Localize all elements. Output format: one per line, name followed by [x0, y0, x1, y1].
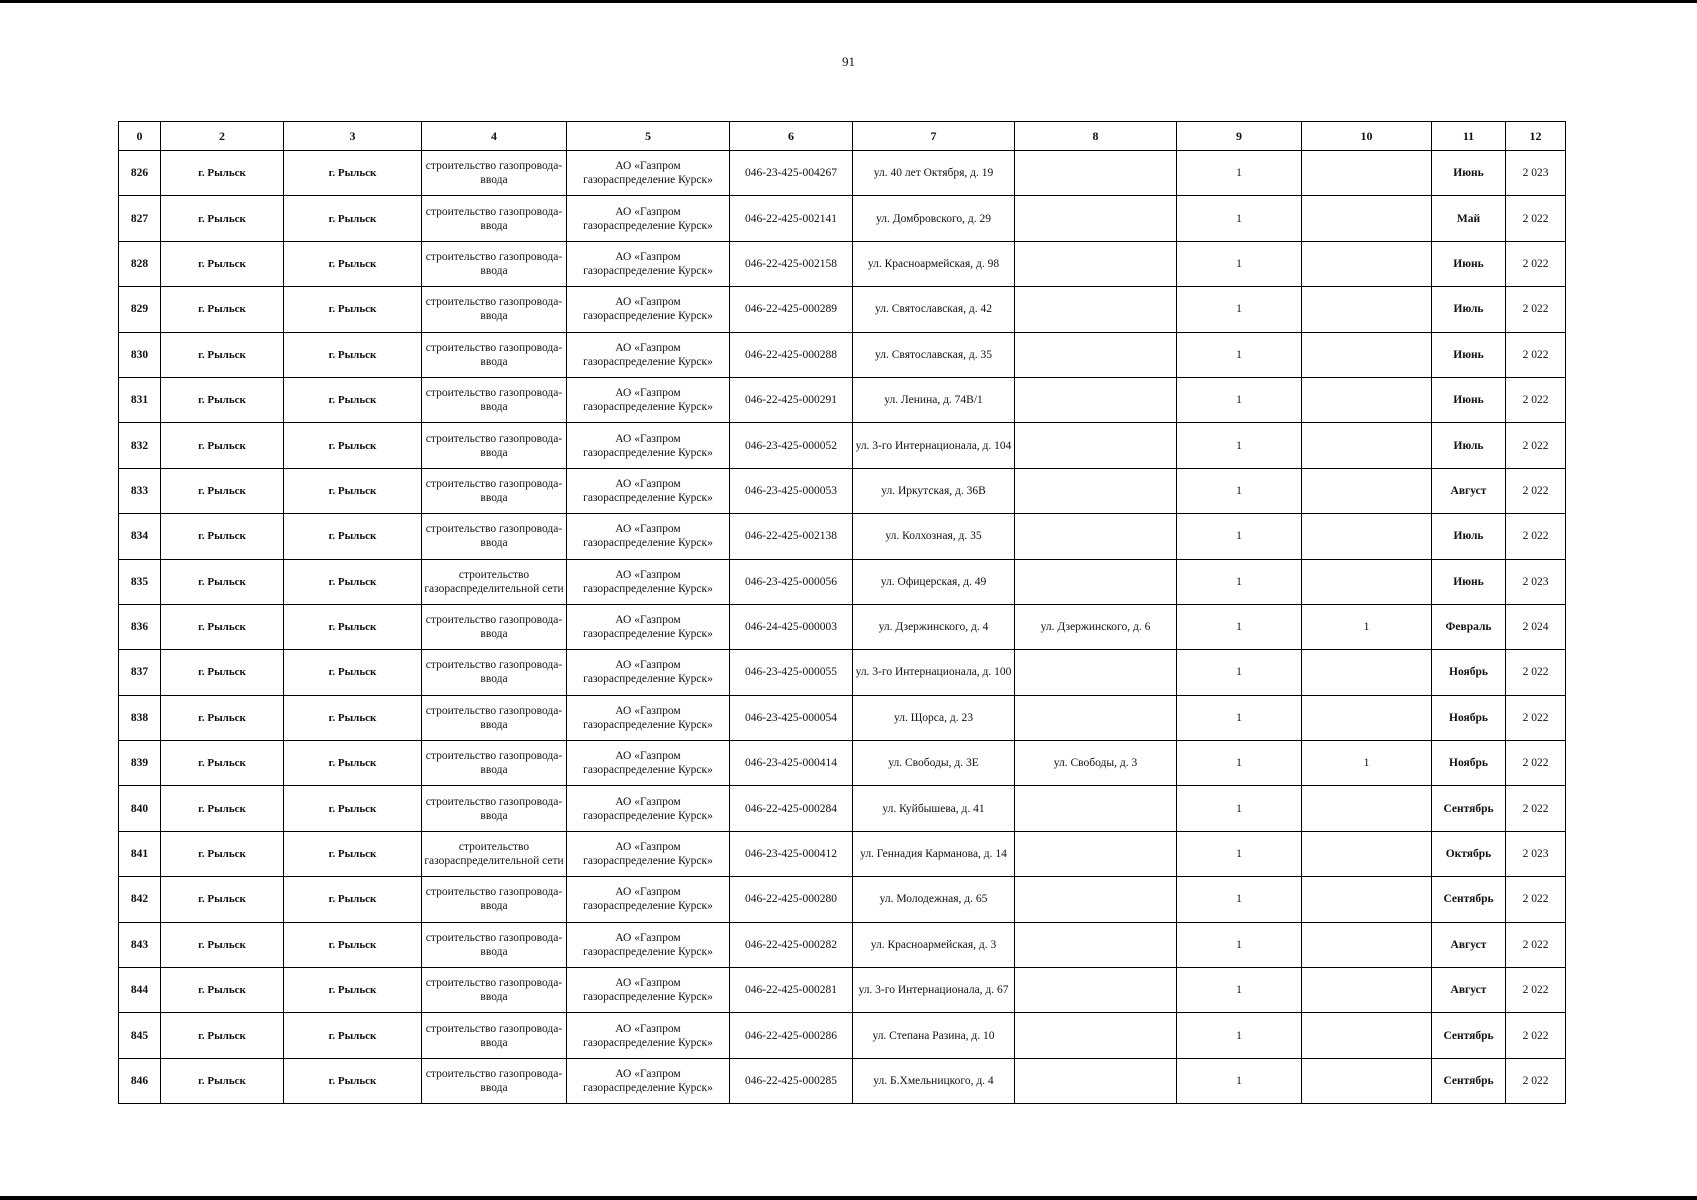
year-cell: 2 022	[1506, 468, 1566, 513]
table-row	[119, 514, 1566, 559]
row-number: 846	[119, 1058, 161, 1103]
row-number: 835	[119, 559, 161, 604]
work-type-cell: строительство газопровода-ввода	[422, 877, 567, 922]
year-cell: 2 022	[1506, 423, 1566, 468]
table-header	[119, 122, 1566, 151]
header-cell: 12	[1506, 122, 1566, 151]
additional-address-cell	[1015, 695, 1177, 740]
table-row	[119, 604, 1566, 649]
year-cell: 2 022	[1506, 377, 1566, 422]
work-type-cell: строительство газопровода-ввода	[422, 650, 567, 695]
page-number: 91	[842, 54, 855, 69]
additional-address-cell	[1015, 377, 1177, 422]
table-row	[119, 831, 1566, 876]
year-cell: 2 023	[1506, 559, 1566, 604]
organization-cell: АО «Газпром газораспределение Курск»	[567, 514, 730, 559]
year-cell: 2 022	[1506, 332, 1566, 377]
municipality-cell: г. Рыльск	[161, 650, 284, 695]
year-cell: 2 023	[1506, 831, 1566, 876]
application-number-cell: 046-22-425-000289	[730, 287, 853, 332]
additional-count-cell	[1302, 1013, 1432, 1058]
count-cell: 1	[1177, 695, 1302, 740]
application-number-cell: 046-23-425-000412	[730, 831, 853, 876]
settlement-cell: г. Рыльск	[284, 741, 422, 786]
count-cell: 1	[1177, 196, 1302, 241]
additional-address-cell	[1015, 1013, 1177, 1058]
organization-cell: АО «Газпром газораспределение Курск»	[567, 741, 730, 786]
row-number: 827	[119, 196, 161, 241]
municipality-cell: г. Рыльск	[161, 968, 284, 1013]
table-row	[119, 332, 1566, 377]
additional-address-cell	[1015, 196, 1177, 241]
municipality-cell: г. Рыльск	[161, 1013, 284, 1058]
work-type-cell: строительство газопровода-ввода	[422, 287, 567, 332]
address-cell: ул. Красноармейская, д. 98	[853, 241, 1015, 286]
municipality-cell: г. Рыльск	[161, 377, 284, 422]
settlement-cell: г. Рыльск	[284, 695, 422, 740]
application-number-cell: 046-23-425-000056	[730, 559, 853, 604]
scan-top-border	[0, 0, 1697, 3]
municipality-cell: г. Рыльск	[161, 695, 284, 740]
row-number: 840	[119, 786, 161, 831]
count-cell: 1	[1177, 831, 1302, 876]
work-type-cell: строительство газопровода-ввода	[422, 1058, 567, 1103]
month-cell: Июль	[1432, 423, 1506, 468]
settlement-cell: г. Рыльск	[284, 514, 422, 559]
additional-address-cell	[1015, 559, 1177, 604]
year-cell: 2 022	[1506, 241, 1566, 286]
additional-address-cell: ул. Свободы, д. 3	[1015, 741, 1177, 786]
application-number-cell: 046-22-425-000281	[730, 968, 853, 1013]
additional-count-cell: 1	[1302, 741, 1432, 786]
additional-count-cell	[1302, 377, 1432, 422]
additional-address-cell	[1015, 241, 1177, 286]
month-cell: Июль	[1432, 514, 1506, 559]
additional-count-cell	[1302, 332, 1432, 377]
organization-cell: АО «Газпром газораспределение Курск»	[567, 332, 730, 377]
settlement-cell: г. Рыльск	[284, 151, 422, 196]
additional-address-cell	[1015, 922, 1177, 967]
count-cell: 1	[1177, 468, 1302, 513]
additional-address-cell	[1015, 786, 1177, 831]
month-cell: Август	[1432, 968, 1506, 1013]
count-cell: 1	[1177, 151, 1302, 196]
settlement-cell: г. Рыльск	[284, 468, 422, 513]
count-cell: 1	[1177, 423, 1302, 468]
additional-address-cell	[1015, 287, 1177, 332]
address-cell: ул. 40 лет Октября, д. 19	[853, 151, 1015, 196]
address-cell: ул. Офицерская, д. 49	[853, 559, 1015, 604]
settlement-cell: г. Рыльск	[284, 332, 422, 377]
header-cell: 0	[119, 122, 161, 151]
row-number: 834	[119, 514, 161, 559]
row-number: 845	[119, 1013, 161, 1058]
organization-cell: АО «Газпром газораспределение Курск»	[567, 423, 730, 468]
settlement-cell: г. Рыльск	[284, 287, 422, 332]
municipality-cell: г. Рыльск	[161, 604, 284, 649]
month-cell: Июнь	[1432, 241, 1506, 286]
additional-address-cell	[1015, 514, 1177, 559]
municipality-cell: г. Рыльск	[161, 922, 284, 967]
work-type-cell: строительство газопровода-ввода	[422, 922, 567, 967]
organization-cell: АО «Газпром газораспределение Курск»	[567, 831, 730, 876]
additional-count-cell	[1302, 831, 1432, 876]
additional-count-cell	[1302, 468, 1432, 513]
additional-count-cell	[1302, 151, 1432, 196]
application-number-cell: 046-24-425-000003	[730, 604, 853, 649]
count-cell: 1	[1177, 287, 1302, 332]
settlement-cell: г. Рыльск	[284, 559, 422, 604]
settlement-cell: г. Рыльск	[284, 423, 422, 468]
table-row	[119, 922, 1566, 967]
year-cell: 2 022	[1506, 196, 1566, 241]
table-row	[119, 468, 1566, 513]
address-cell: ул. 3-го Интернационала, д. 67	[853, 968, 1015, 1013]
application-number-cell: 046-23-425-000052	[730, 423, 853, 468]
additional-count-cell	[1302, 196, 1432, 241]
application-number-cell: 046-22-425-000280	[730, 877, 853, 922]
work-type-cell: строительство газопровода-ввода	[422, 468, 567, 513]
header-row	[119, 122, 1566, 151]
organization-cell: АО «Газпром газораспределение Курск»	[567, 650, 730, 695]
additional-address-cell	[1015, 468, 1177, 513]
municipality-cell: г. Рыльск	[161, 831, 284, 876]
month-cell: Сентябрь	[1432, 877, 1506, 922]
table-row	[119, 241, 1566, 286]
additional-count-cell	[1302, 968, 1432, 1013]
application-number-cell: 046-22-425-000285	[730, 1058, 853, 1103]
address-cell: ул. Святославская, д. 42	[853, 287, 1015, 332]
count-cell: 1	[1177, 741, 1302, 786]
header-cell: 10	[1302, 122, 1432, 151]
organization-cell: АО «Газпром газораспределение Курск»	[567, 604, 730, 649]
work-type-cell: строительство газопровода-ввода	[422, 604, 567, 649]
additional-count-cell	[1302, 287, 1432, 332]
address-cell: ул. Куйбышева, д. 41	[853, 786, 1015, 831]
address-cell: ул. Колхозная, д. 35	[853, 514, 1015, 559]
additional-count-cell	[1302, 650, 1432, 695]
count-cell: 1	[1177, 968, 1302, 1013]
table-row	[119, 423, 1566, 468]
month-cell: Июнь	[1432, 559, 1506, 604]
work-type-cell: строительство газопровода-ввода	[422, 377, 567, 422]
table-row	[119, 151, 1566, 196]
count-cell: 1	[1177, 650, 1302, 695]
address-cell: ул. 3-го Интернационала, д. 104	[853, 423, 1015, 468]
organization-cell: АО «Газпром газораспределение Курск»	[567, 877, 730, 922]
count-cell: 1	[1177, 786, 1302, 831]
organization-cell: АО «Газпром газораспределение Курск»	[567, 1058, 730, 1103]
month-cell: Сентябрь	[1432, 786, 1506, 831]
address-cell: ул. 3-го Интернационала, д. 100	[853, 650, 1015, 695]
count-cell: 1	[1177, 559, 1302, 604]
month-cell: Август	[1432, 468, 1506, 513]
table-row	[119, 287, 1566, 332]
table-row	[119, 877, 1566, 922]
table-row	[119, 559, 1566, 604]
header-cell: 2	[161, 122, 284, 151]
year-cell: 2 024	[1506, 604, 1566, 649]
additional-count-cell	[1302, 559, 1432, 604]
additional-count-cell	[1302, 514, 1432, 559]
header-cell: 3	[284, 122, 422, 151]
additional-address-cell	[1015, 423, 1177, 468]
count-cell: 1	[1177, 332, 1302, 377]
address-cell: ул. Степана Разина, д. 10	[853, 1013, 1015, 1058]
address-cell: ул. Молодежная, д. 65	[853, 877, 1015, 922]
year-cell: 2 022	[1506, 968, 1566, 1013]
row-number: 836	[119, 604, 161, 649]
organization-cell: АО «Газпром газораспределение Курск»	[567, 1013, 730, 1058]
additional-count-cell: 1	[1302, 604, 1432, 649]
month-cell: Июнь	[1432, 151, 1506, 196]
application-number-cell: 046-22-425-000291	[730, 377, 853, 422]
month-cell: Сентябрь	[1432, 1058, 1506, 1103]
count-cell: 1	[1177, 1058, 1302, 1103]
organization-cell: АО «Газпром газораспределение Курск»	[567, 468, 730, 513]
organization-cell: АО «Газпром газораспределение Курск»	[567, 559, 730, 604]
municipality-cell: г. Рыльск	[161, 741, 284, 786]
year-cell: 2 022	[1506, 287, 1566, 332]
work-type-cell: строительство газопровода-ввода	[422, 741, 567, 786]
row-number: 831	[119, 377, 161, 422]
month-cell: Сентябрь	[1432, 1013, 1506, 1058]
count-cell: 1	[1177, 241, 1302, 286]
table-row	[119, 650, 1566, 695]
work-type-cell: строительство газопровода-ввода	[422, 151, 567, 196]
year-cell: 2 022	[1506, 695, 1566, 740]
year-cell: 2 022	[1506, 922, 1566, 967]
application-number-cell: 046-22-425-002158	[730, 241, 853, 286]
address-cell: ул. Домбровского, д. 29	[853, 196, 1015, 241]
address-cell: ул. Б.Хмельницкого, д. 4	[853, 1058, 1015, 1103]
application-number-cell: 046-23-425-000054	[730, 695, 853, 740]
header-cell: 6	[730, 122, 853, 151]
row-number: 844	[119, 968, 161, 1013]
year-cell: 2 022	[1506, 650, 1566, 695]
settlement-cell: г. Рыльск	[284, 1058, 422, 1103]
row-number: 837	[119, 650, 161, 695]
count-cell: 1	[1177, 877, 1302, 922]
municipality-cell: г. Рыльск	[161, 423, 284, 468]
address-cell: ул. Свободы, д. 3Е	[853, 741, 1015, 786]
table-row	[119, 968, 1566, 1013]
additional-address-cell	[1015, 332, 1177, 377]
application-number-cell: 046-23-425-004267	[730, 151, 853, 196]
table-row	[119, 786, 1566, 831]
header-cell: 9	[1177, 122, 1302, 151]
address-cell: ул. Иркутская, д. 36В	[853, 468, 1015, 513]
organization-cell: АО «Газпром газораспределение Курск»	[567, 377, 730, 422]
municipality-cell: г. Рыльск	[161, 468, 284, 513]
row-number: 830	[119, 332, 161, 377]
table-body	[119, 151, 1566, 1104]
table-row	[119, 695, 1566, 740]
header-cell: 4	[422, 122, 567, 151]
work-type-cell: строительство газопровода-ввода	[422, 514, 567, 559]
work-type-cell: строительство газопровода-ввода	[422, 196, 567, 241]
work-type-cell: строительство газораспределительной сети	[422, 559, 567, 604]
row-number: 828	[119, 241, 161, 286]
municipality-cell: г. Рыльск	[161, 559, 284, 604]
scan-bottom-border	[0, 1196, 1697, 1200]
address-cell: ул. Геннадия Карманова, д. 14	[853, 831, 1015, 876]
row-number: 833	[119, 468, 161, 513]
additional-count-cell	[1302, 695, 1432, 740]
row-number: 841	[119, 831, 161, 876]
address-cell: ул. Дзержинского, д. 4	[853, 604, 1015, 649]
year-cell: 2 022	[1506, 514, 1566, 559]
settlement-cell: г. Рыльск	[284, 604, 422, 649]
month-cell: Ноябрь	[1432, 695, 1506, 740]
application-number-cell: 046-22-425-000286	[730, 1013, 853, 1058]
month-cell: Октябрь	[1432, 831, 1506, 876]
organization-cell: АО «Газпром газораспределение Курск»	[567, 786, 730, 831]
month-cell: Май	[1432, 196, 1506, 241]
work-type-cell: строительство газопровода-ввода	[422, 241, 567, 286]
application-number-cell: 046-23-425-000414	[730, 741, 853, 786]
month-cell: Август	[1432, 922, 1506, 967]
work-type-cell: строительство газопровода-ввода	[422, 1013, 567, 1058]
application-number-cell: 046-22-425-000282	[730, 922, 853, 967]
work-type-cell: строительство газопровода-ввода	[422, 968, 567, 1013]
work-type-cell: строительство газопровода-ввода	[422, 423, 567, 468]
additional-count-cell	[1302, 241, 1432, 286]
count-cell: 1	[1177, 922, 1302, 967]
organization-cell: АО «Газпром газораспределение Курск»	[567, 241, 730, 286]
header-cell: 5	[567, 122, 730, 151]
municipality-cell: г. Рыльск	[161, 786, 284, 831]
address-cell: ул. Святославская, д. 35	[853, 332, 1015, 377]
additional-address-cell	[1015, 968, 1177, 1013]
row-number: 839	[119, 741, 161, 786]
month-cell: Июнь	[1432, 377, 1506, 422]
header-cell: 11	[1432, 122, 1506, 151]
settlement-cell: г. Рыльск	[284, 877, 422, 922]
row-number: 843	[119, 922, 161, 967]
organization-cell: АО «Газпром газораспределение Курск»	[567, 196, 730, 241]
table-row	[119, 1058, 1566, 1103]
organization-cell: АО «Газпром газораспределение Курск»	[567, 287, 730, 332]
month-cell: Февраль	[1432, 604, 1506, 649]
additional-count-cell	[1302, 1058, 1432, 1103]
additional-address-cell	[1015, 1058, 1177, 1103]
month-cell: Ноябрь	[1432, 650, 1506, 695]
settlement-cell: г. Рыльск	[284, 241, 422, 286]
address-cell: ул. Щорса, д. 23	[853, 695, 1015, 740]
row-number: 832	[119, 423, 161, 468]
year-cell: 2 022	[1506, 741, 1566, 786]
settlement-cell: г. Рыльск	[284, 831, 422, 876]
count-cell: 1	[1177, 514, 1302, 559]
settlement-cell: г. Рыльск	[284, 196, 422, 241]
application-number-cell: 046-22-425-002141	[730, 196, 853, 241]
row-number: 826	[119, 151, 161, 196]
table-row	[119, 377, 1566, 422]
municipality-cell: г. Рыльск	[161, 514, 284, 559]
settlement-cell: г. Рыльск	[284, 377, 422, 422]
table-row	[119, 1013, 1566, 1058]
organization-cell: АО «Газпром газораспределение Курск»	[567, 151, 730, 196]
additional-address-cell	[1015, 831, 1177, 876]
settlement-cell: г. Рыльск	[284, 650, 422, 695]
additional-count-cell	[1302, 922, 1432, 967]
row-number: 838	[119, 695, 161, 740]
settlement-cell: г. Рыльск	[284, 786, 422, 831]
row-number: 842	[119, 877, 161, 922]
municipality-cell: г. Рыльск	[161, 241, 284, 286]
additional-address-cell	[1015, 151, 1177, 196]
year-cell: 2 022	[1506, 1013, 1566, 1058]
additional-address-cell: ул. Дзержинского, д. 6	[1015, 604, 1177, 649]
work-type-cell: строительство газопровода-ввода	[422, 786, 567, 831]
municipality-cell: г. Рыльск	[161, 287, 284, 332]
municipality-cell: г. Рыльск	[161, 1058, 284, 1103]
year-cell: 2 023	[1506, 151, 1566, 196]
application-number-cell: 046-22-425-002138	[730, 514, 853, 559]
application-number-cell: 046-23-425-000055	[730, 650, 853, 695]
application-number-cell: 046-22-425-000284	[730, 786, 853, 831]
application-number-cell: 046-23-425-000053	[730, 468, 853, 513]
organization-cell: АО «Газпром газораспределение Курск»	[567, 922, 730, 967]
municipality-cell: г. Рыльск	[161, 332, 284, 377]
register-table	[118, 121, 1566, 1104]
work-type-cell: строительство газопровода-ввода	[422, 332, 567, 377]
municipality-cell: г. Рыльск	[161, 196, 284, 241]
table-row	[119, 196, 1566, 241]
municipality-cell: г. Рыльск	[161, 151, 284, 196]
municipality-cell: г. Рыльск	[161, 877, 284, 922]
organization-cell: АО «Газпром газораспределение Курск»	[567, 695, 730, 740]
address-cell: ул. Ленина, д. 74В/1	[853, 377, 1015, 422]
year-cell: 2 022	[1506, 786, 1566, 831]
additional-address-cell	[1015, 877, 1177, 922]
count-cell: 1	[1177, 377, 1302, 422]
month-cell: Июнь	[1432, 332, 1506, 377]
row-number: 829	[119, 287, 161, 332]
table-row	[119, 741, 1566, 786]
header-cell: 8	[1015, 122, 1177, 151]
application-number-cell: 046-22-425-000288	[730, 332, 853, 377]
count-cell: 1	[1177, 604, 1302, 649]
month-cell: Июль	[1432, 287, 1506, 332]
work-type-cell: строительство газораспределительной сети	[422, 831, 567, 876]
additional-count-cell	[1302, 877, 1432, 922]
year-cell: 2 022	[1506, 877, 1566, 922]
address-cell: ул. Красноармейская, д. 3	[853, 922, 1015, 967]
additional-count-cell	[1302, 423, 1432, 468]
count-cell: 1	[1177, 1013, 1302, 1058]
settlement-cell: г. Рыльск	[284, 968, 422, 1013]
year-cell: 2 022	[1506, 1058, 1566, 1103]
settlement-cell: г. Рыльск	[284, 1013, 422, 1058]
work-type-cell: строительство газопровода-ввода	[422, 695, 567, 740]
organization-cell: АО «Газпром газораспределение Курск»	[567, 968, 730, 1013]
additional-count-cell	[1302, 786, 1432, 831]
additional-address-cell	[1015, 650, 1177, 695]
settlement-cell: г. Рыльск	[284, 922, 422, 967]
month-cell: Ноябрь	[1432, 741, 1506, 786]
header-cell: 7	[853, 122, 1015, 151]
